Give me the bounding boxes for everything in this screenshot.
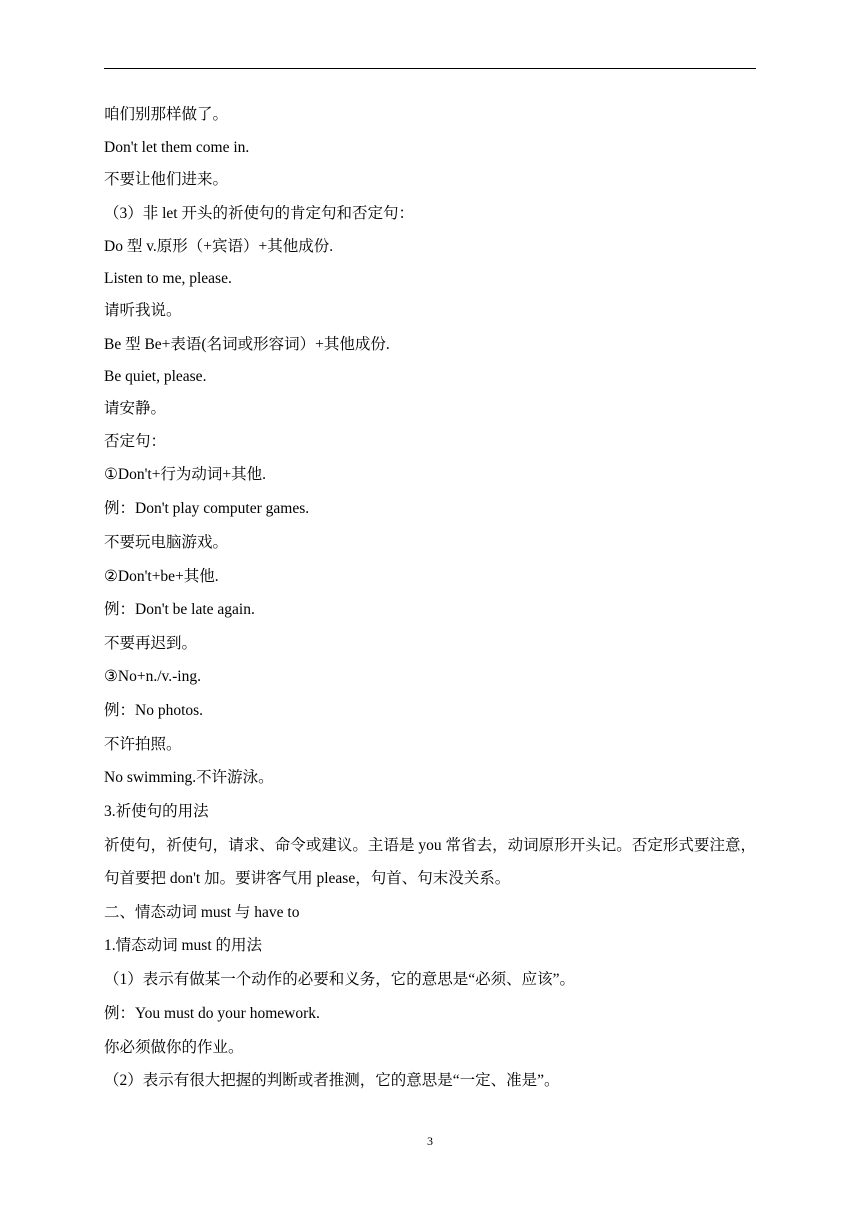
text-line: 例：Don't play computer games. [104, 500, 310, 517]
text-line: ②Don't+be+其他. [104, 568, 219, 585]
text-line: Be quiet, please. [104, 368, 207, 385]
text-line: 请听我说。 [104, 302, 182, 319]
text-line: 不要让他们进来。 [104, 171, 229, 188]
text-line: 咱们别那样做了。 [104, 106, 229, 123]
text-line: Be 型 Be+表语(名词或形容词）+其他成份. [104, 336, 390, 353]
text-line: 不要再迟到。 [104, 635, 198, 652]
text-line: 例：You must do your homework. [104, 1005, 320, 1022]
section-heading: 二、情态动词 must 与 have to [104, 904, 300, 921]
text-line: Don't let them come in. [104, 139, 250, 156]
text-line: 不要玩电脑游戏。 [104, 534, 229, 551]
text-line: 否定句： [104, 433, 167, 450]
header-rule [104, 68, 756, 69]
text-line: No swimming.不许游泳。 [104, 769, 274, 786]
text-line: 请安静。 [104, 400, 167, 417]
text-line: （2）表示有很大把握的判断或者推测，它的意思是“一定、准是”。 [104, 1072, 560, 1089]
text-line: ①Don't+行为动词+其他. [104, 466, 267, 483]
text-line: ③No+n./v.-ing. [104, 668, 201, 685]
text-line: （1）表示有做某一个动作的必要和义务，它的意思是“必须、应该”。 [104, 971, 576, 988]
section-heading: 1.情态动词 must 的用法 [104, 937, 263, 954]
text-line: 你必须做你的作业。 [104, 1039, 244, 1056]
text-line: 不许拍照。 [104, 736, 182, 753]
paragraph: 祈使句，祈使句，请求、命令或建议。主语是 you 常省去，动词原形开头记。否定形式要注意，句首要把 don't 加。要讲客气用 please，句首、句末没关系。 [104, 837, 756, 887]
text-line: 例：No photos. [104, 702, 204, 719]
page-number: 3 [427, 1134, 433, 1148]
text-line: （3）非 let 开头的祈使句的肯定句和否定句： [104, 205, 414, 222]
text-line: Do 型 v.原形（+宾语）+其他成份. [104, 238, 334, 255]
text-line: 例：Don't be late again. [104, 601, 255, 618]
text-line: Listen to me, please. [104, 270, 232, 287]
section-heading: 3.祈使句的用法 [104, 803, 209, 820]
